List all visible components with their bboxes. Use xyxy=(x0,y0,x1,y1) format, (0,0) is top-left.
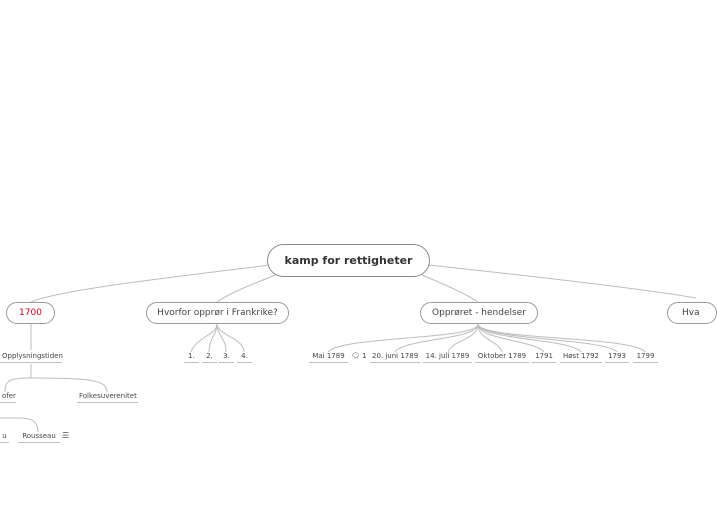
topic-folkesuverenitet[interactable]: Folkesuverenitet xyxy=(77,392,138,403)
topic-mai-1789[interactable]: Mai 1789 xyxy=(309,352,348,363)
comment-icon: 🗨 xyxy=(351,352,360,360)
branch-1700-label: 1700 xyxy=(19,308,42,318)
central-topic-label: kamp for rettigheter xyxy=(284,254,413,267)
topic-14-juli-1789[interactable]: 14. juli 1789 xyxy=(423,352,472,363)
branch-hva-label: Hva xyxy=(682,308,700,318)
central-topic[interactable] xyxy=(267,244,430,277)
topic-2[interactable]: 2. xyxy=(202,352,217,363)
branch-1700[interactable] xyxy=(6,302,55,324)
comment-count: 1 xyxy=(362,352,367,360)
topic-1799[interactable]: 1799 xyxy=(633,352,658,363)
topic-3[interactable]: 3. xyxy=(219,352,234,363)
topic-1793[interactable]: 1793 xyxy=(605,352,629,363)
notes-icon[interactable]: ☰ xyxy=(62,431,70,440)
topic-1[interactable]: 1. xyxy=(184,352,199,363)
branch-hvorfor[interactable] xyxy=(146,302,289,324)
topic-host-1792[interactable]: Høst 1792 xyxy=(560,352,602,363)
topic-rousseau[interactable]: Rousseau xyxy=(18,432,60,443)
branch-hendelser[interactable] xyxy=(420,302,538,324)
topic-4[interactable]: 4. xyxy=(237,352,252,363)
topic-20-juni-1789[interactable]: 20. juni 1789 xyxy=(370,352,420,363)
branch-hvorfor-label: Hvorfor opprør i Frankrike? xyxy=(157,308,278,318)
comment-indicator[interactable] xyxy=(351,352,367,360)
topic-ofer[interactable]: ofer xyxy=(0,392,16,403)
topic-u[interactable]: u xyxy=(0,432,9,443)
branch-hendelser-label: Opprøret - hendelser xyxy=(432,308,526,318)
topic-opplysningstiden[interactable]: Opplysningstiden xyxy=(0,352,62,363)
topic-1791[interactable]: 1791 xyxy=(532,352,556,363)
branch-hva[interactable] xyxy=(667,302,717,324)
topic-oktober-1789[interactable]: Oktober 1789 xyxy=(475,352,529,363)
